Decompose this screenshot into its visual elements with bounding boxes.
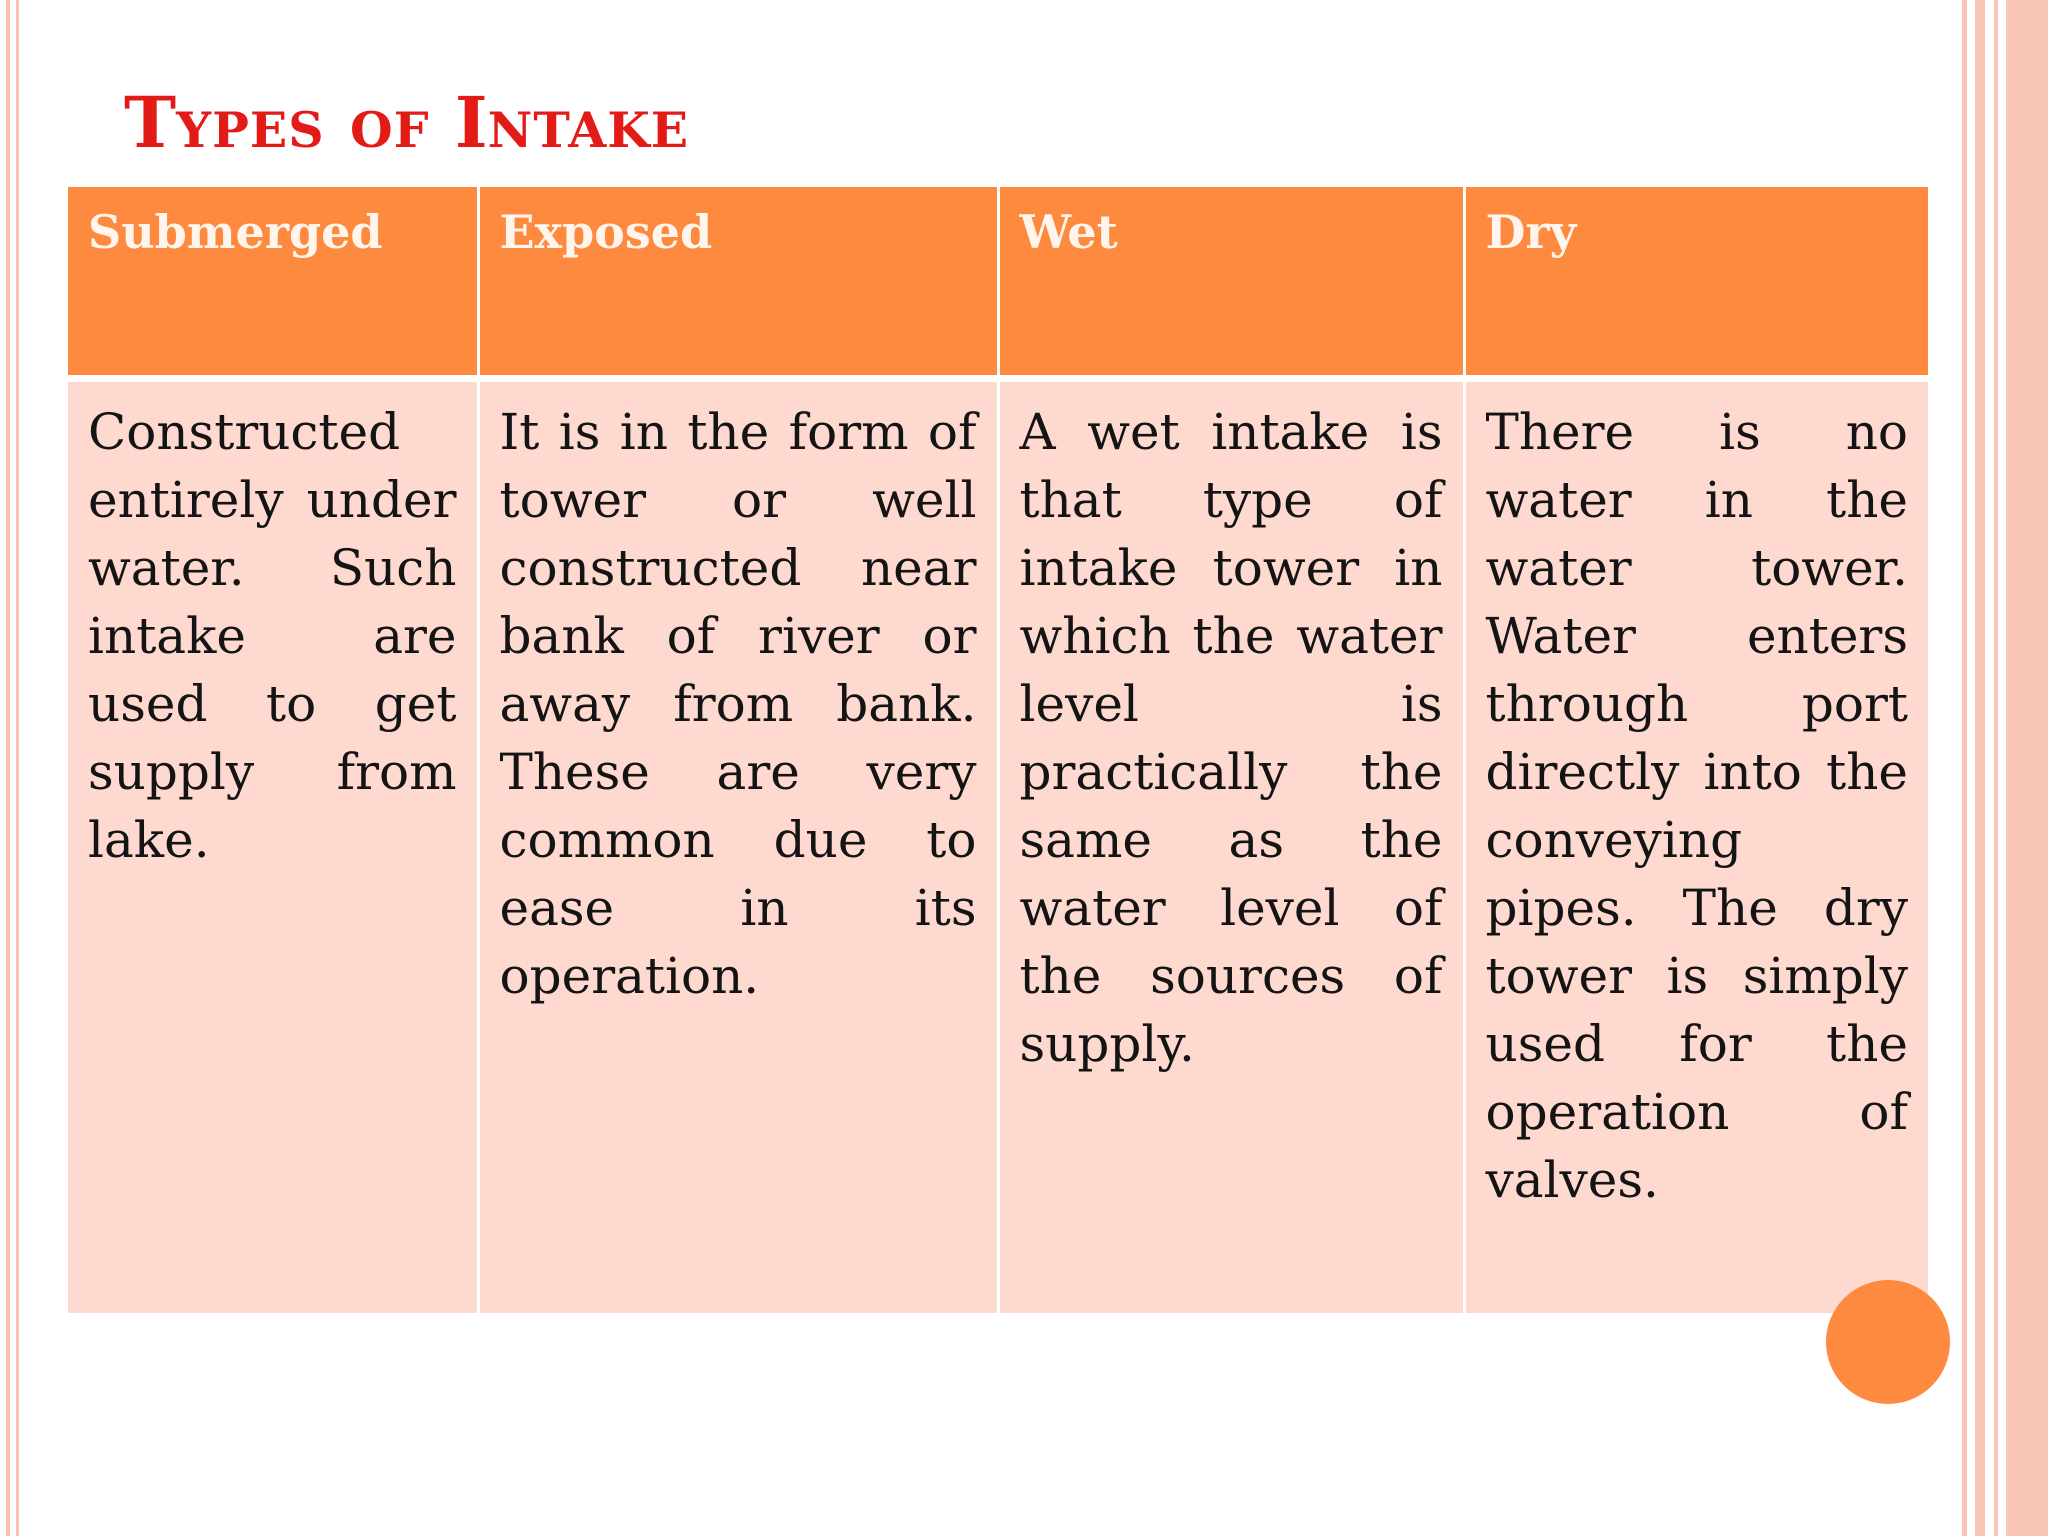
right-border-stripe xyxy=(2006,0,2048,1536)
header-dry: Dry xyxy=(1464,187,1928,379)
header-wet: Wet xyxy=(998,187,1464,379)
left-border-line xyxy=(16,0,19,1536)
left-border-line xyxy=(6,0,10,1536)
cell-wet-description: A wet intake is that type of intake tower in which the water level is practically the same as the water level of the sources of supply. xyxy=(998,379,1464,1314)
header-submerged: Submerged xyxy=(68,187,478,379)
title-rest: ypes of xyxy=(176,81,455,164)
right-border-stripe xyxy=(1962,0,1967,1536)
intake-types-table xyxy=(68,187,1928,1313)
cell-dry-description: There is no water in the water tower. Water enters through port directly into the conveying pipes. The dry tower is simply used for the operation of valves. xyxy=(1464,379,1928,1314)
cell-submerged-description: Constructed entirely under water. Such intake are used to get supply from lake. xyxy=(68,379,478,1314)
decorative-circle xyxy=(1826,1280,1950,1404)
right-border-stripe xyxy=(1994,0,1998,1536)
table-header-row xyxy=(68,187,1928,379)
title-end: ntake xyxy=(487,81,690,164)
title-initial: T xyxy=(124,81,177,164)
intake-table-container xyxy=(68,187,1928,1313)
table-row xyxy=(68,379,1928,1314)
header-exposed: Exposed xyxy=(478,187,998,379)
title-initial: I xyxy=(454,81,488,164)
slide-title xyxy=(124,78,689,168)
cell-exposed-description: It is in the form of tower or well constructed near bank of river or away from bank. These are very common due to ease in its operation. xyxy=(478,379,998,1314)
right-border-stripe xyxy=(1975,0,1985,1536)
